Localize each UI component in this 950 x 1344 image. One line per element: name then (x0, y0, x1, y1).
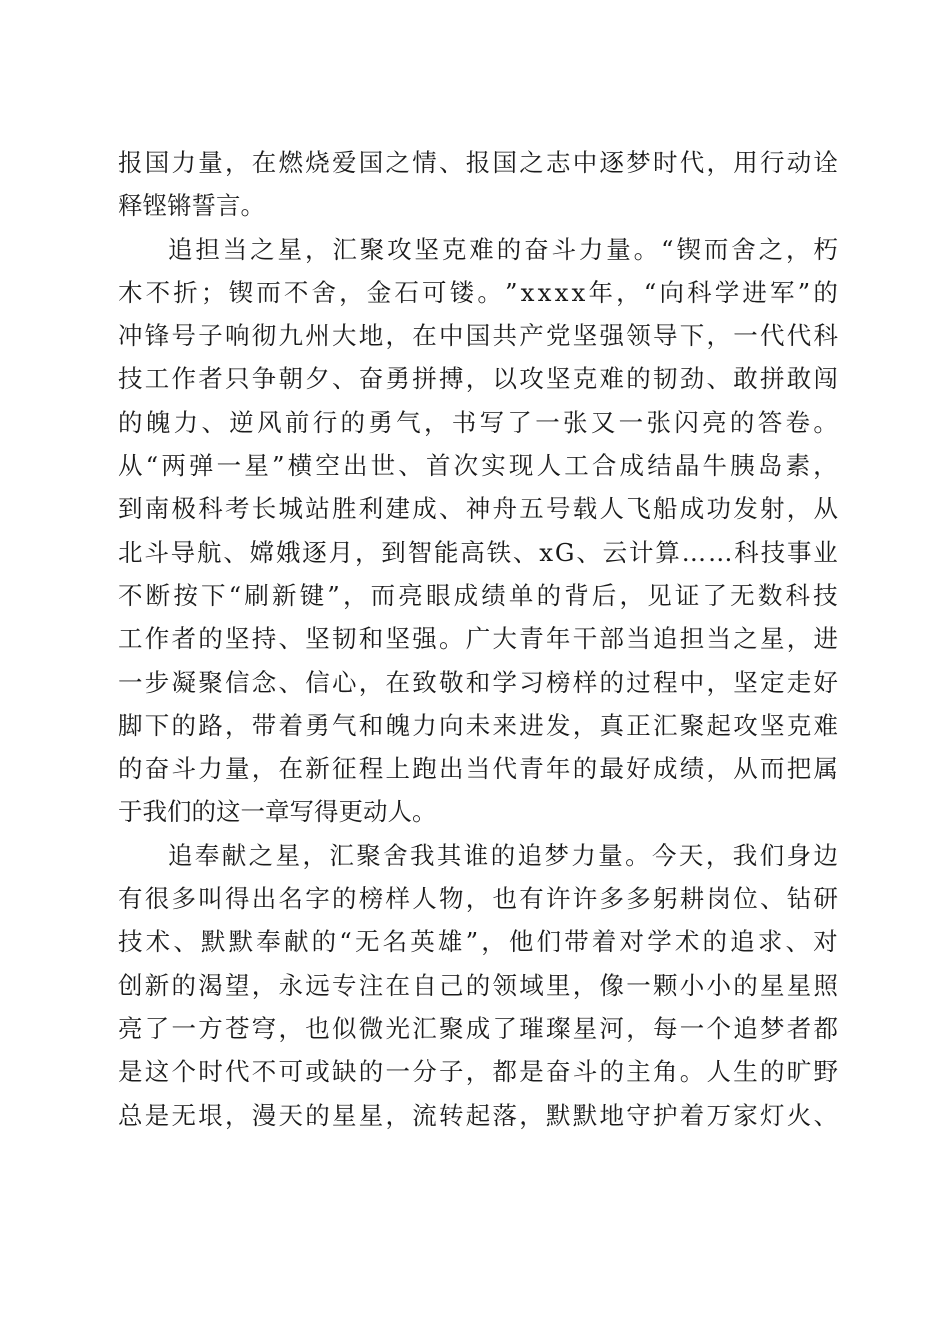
text-line-10: 北 斗 导 航 、 嫦 娥 逐 月 ， 到 智 能 高 铁 、 x G 、 云 计 算 … … 科 技 事 业 (118, 537, 838, 567)
text-line-8: 从 “ 两 弹 一 星 ” 横 空 出 世 、 首 次 实 现 人 工 合 成 结 晶 牛 胰 岛 素 ， (118, 451, 838, 481)
text-line-16: 于我们的这一章写得更动人。 (118, 797, 437, 827)
text-line-23: 总 是 无 垠 ， 漫 天 的 星 星 ， 流 转 起 落 ， 默 默 地 守 护 着 万 家 灯 火 、 (118, 1100, 838, 1130)
text-line-20: 创 新 的 渴 望 ， 永 远 专 注 在 自 己 的 领 域 里 ， 像 一 颗 小 小 的 星 星 照 (118, 970, 838, 1000)
text-line-18: 有 很 多 叫 得 出 名 字 的 榜 样 人 物 ， 也 有 许 许 多 多 躬 耕 岗 位 、 钻 研 (118, 884, 838, 914)
text-line-21: 亮 了 一 方 苍 穹 ， 也 似 微 光 汇 聚 成 了 璀 璨 星 河 ， 每 一 个 追 梦 者 都 (118, 1013, 838, 1043)
text-line-14: 脚 下 的 路 ， 带 着 勇 气 和 魄 力 向 未 来 进 发 ， 真 正 汇 聚 起 攻 坚 克 难 (118, 710, 838, 740)
text-line-11: 不 断 按 下 “ 刷 新 键 ” ， 而 亮 眼 成 绩 单 的 背 后 ， 见 证 了 无 数 科 技 (118, 580, 838, 610)
text-line-17: 追 奉 献 之 星 ， 汇 聚 舍 我 其 谁 的 追 梦 力 量 。 今 天 ， 我 们 身 边 (168, 840, 838, 870)
text-line-19: 技 术 、 默 默 奉 献 的 “ 无 名 英 雄 ” ， 他 们 带 着 对 学 术 的 追 求 、 对 (118, 927, 838, 957)
text-line-6: 技 工 作 者 只 争 朝 夕 、 奋 勇 拼 搏 ， 以 攻 坚 克 难 的 韧 劲 、 敢 拼 敢 闯 (118, 364, 838, 394)
text-line-3: 追 担 当 之 星 ， 汇 聚 攻 坚 克 难 的 奋 斗 力 量 。 “ 锲 而 舍 之 ， 朽 (168, 234, 838, 264)
text-line-15: 的 奋 斗 力 量 ， 在 新 征 程 上 跑 出 当 代 青 年 的 最 好 成 绩 ， 从 而 把 属 (118, 754, 838, 784)
text-line-7: 的 魄 力 、 逆 风 前 行 的 勇 气 ， 书 写 了 一 张 又 一 张 闪 亮 的 答 卷 。 (118, 407, 838, 437)
text-line-4: 木 不 折 ； 锲 而 不 舍 ， 金 石 可 镂 。 ” x x x x 年 ， “ 向 科 学 进 军 ” 的 (118, 277, 838, 307)
text-line-13: 一 步 凝 聚 信 念 、 信 心 ， 在 致 敬 和 学 习 榜 样 的 过 程 中 ， 坚 定 走 好 (118, 667, 838, 697)
text-line-9: 到 南 极 科 考 长 城 站 胜 利 建 成 、 神 舟 五 号 载 人 飞 船 成 功 发 射 ， 从 (118, 494, 838, 524)
text-line-22: 是 这 个 时 代 不 可 或 缺 的 一 分 子 ， 都 是 奋 斗 的 主 角 。 人 生 的 旷 野 (118, 1057, 838, 1087)
text-line-2: 释铿锵誓言。 (118, 191, 265, 221)
text-line-1: 报 国 力 量 ， 在 燃 烧 爱 国 之 情 、 报 国 之 志 中 逐 梦 时 代 ， 用 行 动 诠 (118, 148, 838, 177)
body-text (118, 141, 838, 1137)
text-line-12: 工 作 者 的 坚 持 、 坚 韧 和 坚 强 。 广 大 青 年 干 部 当 追 担 当 之 星 ， 进 (118, 624, 838, 654)
text-line-5: 冲 锋 号 子 响 彻 九 州 大 地 ， 在 中 国 共 产 党 坚 强 领 导 下 ， 一 代 代 科 (118, 321, 838, 351)
